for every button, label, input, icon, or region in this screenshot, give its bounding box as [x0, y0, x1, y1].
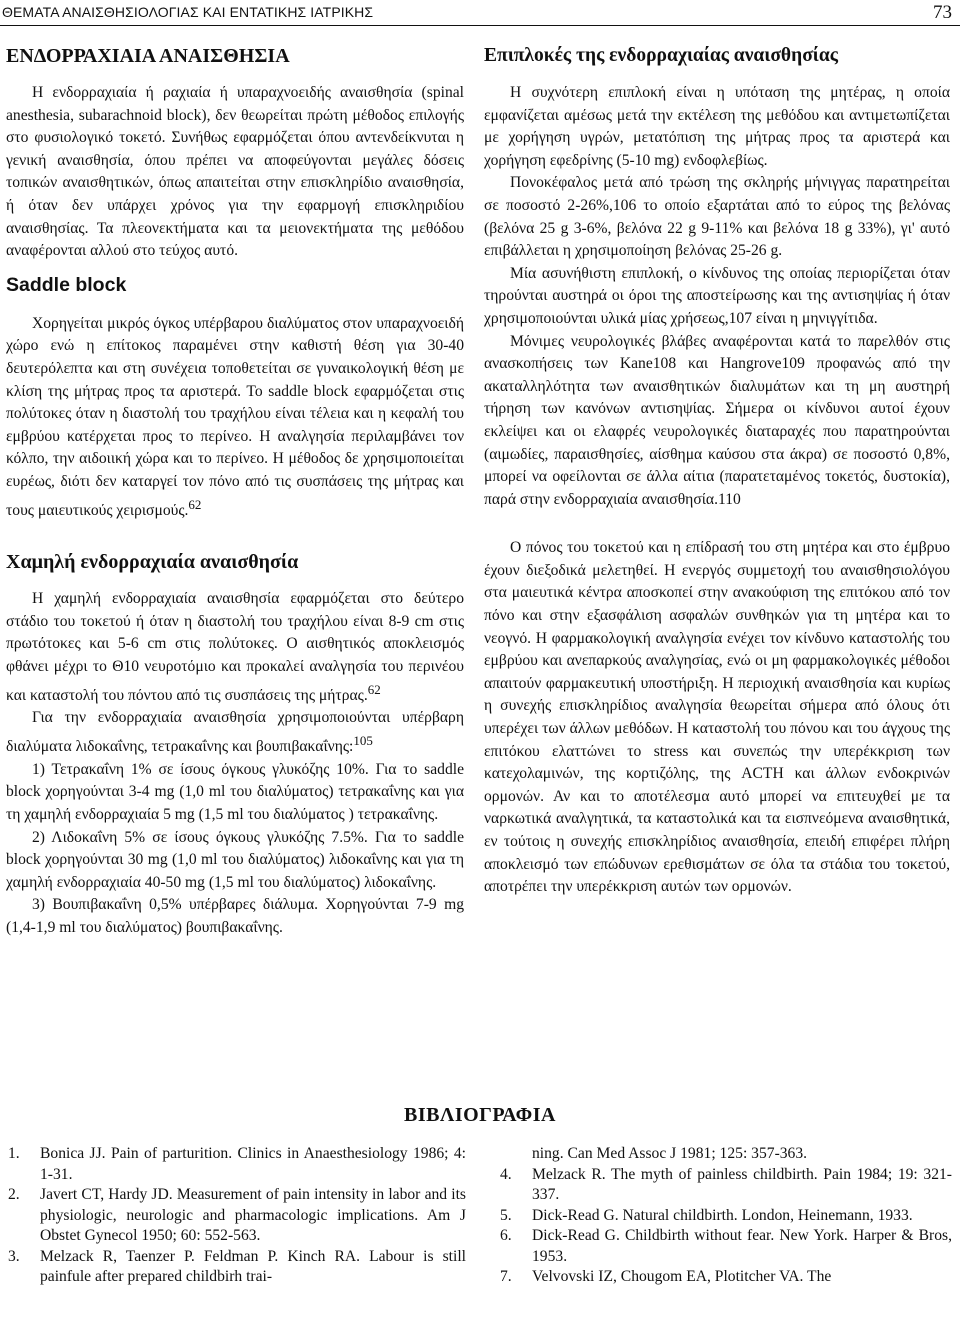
citation: 62 [367, 681, 381, 697]
list-item-bupivacaine: 3) Βουπιβακαΐνη 0,5% υπέρβαρες διάλυμα. Χορηγούνται 7-9 mg (1,4-1,9 ml του διαλύματος) βουπιβακαΐνης. [6, 896, 464, 936]
reference-item: 7. Velvovski IZ, Chougom EA, Plotitcher VA. The [500, 1268, 832, 1285]
reference-item-continued: ning. Can Med Assoc J 1981; 125: 357-363. [532, 1145, 808, 1162]
citation: 62 [188, 496, 202, 512]
journal-title: ΘΕΜΑΤΑ ΑΝΑΙΣΘΗΣΙΟΛΟΓΙΑΣ ΚΑΙ ΕΝΤΑΤΙΚΗΣ ΙΑΤΡΙΚΗΣ [2, 4, 374, 20]
right-column [484, 42, 950, 899]
section-title-low-spinal: Χαμηλή ενδορραχιαία αναισθησία [6, 551, 299, 574]
reference-item: 4. Melzack R. The myth of painless childbirth. Pain 1984; 19: 321-337. [500, 1165, 952, 1203]
reference-item: 3. Melzack R, Taenzer P. Feldman P. Kinch RA. Labour is still painfule after prepared childbirh trai- [8, 1247, 466, 1285]
paragraph-saddle-block: Χορηγείται μικρός όγκος υπέρβαρου διαλύματος στον υπαραχνοειδή χώρο ενώ η επίτοκος παραμένει στην καθιστή θέση για 30-40 δευτερόλεπτα και στη συνέχεια τοποθετείται σε γυναικολογική θέση με κλίση της μήτρας προς τα αριστερά. Το saddle block εφαρμόζεται στις πολύτοκες όταν η διαστολή του τραχήλου είναι τέλεια και η κεφαλή του εμβρύου κατέρχεται προς το περίνεο. Η αναλγησία περιλαμβάνει τον κόλπο, την αιδοιική χώρα και το περίνεο. Η μέθοδος δε χρησιμοποιείται ευρέως, διότι δεν καταργεί τον πόνο από τις συσπάσεις της μήτρας και τους μαιευτικούς χειρισμούς.$^{62}$ [6, 314, 464, 519]
paragraph-neurologic-damage: Μόνιμες νευρολογικές βλάβες αναφέρονται κατά το παρελθόν στις ανασκοπήσεις των Kane108 και Hangrove109 προφανώς από την ακαταλληλότητα των αναισθητικών διαλυμάτων και τη μη αυστηρή τήρηση των κανόνων αντισηψίας. Σήμερα οι κίνδυνοι αυτοί έχουν εκλείψει και οι ελαφρές νευρολογικές διαταραχές που παρατηρούνται (αιμωδίες, παραισθησίες, αίσθημα καύσου στα άκρα) σε ποσοστό 0,8%, μπορεί να οφείλονται σε άλλα αίτια (παρατεταμένος τοκετός, δυστοκία), παρά στην ενδορραχιαία αναισθησία.110 [484, 332, 950, 508]
section-title-saddle-block: Saddle block [6, 273, 127, 296]
list-item-tetracaine: 1) Τετρακαΐνη 1% σε ίσους όγκους γλυκόζης 10%. Για το saddle block χορηγούνται 3-4 mg (1,0 ml του διαλύματος) τετρακαΐνης και για τη χαμηλή ενδορραχιαία 5 mg (1,5 ml του διαλύματος ) τετρακαΐνης. [6, 760, 464, 823]
reference-item: 5. Dick-Read G. Natural childbirth. London, Heinemann, 1933. [500, 1206, 913, 1224]
paragraph-meningitis: Μία ασυνήθιστη επιπλοκή, ο κίνδυνος της οποίας περιορίζεται όταν τηρούνται αυστηρά οι όροι της αποστείρωσης και της αντισηψίας ή όταν χρησιμοποιούνται υλικά μίας χρήσεως,107 είναι η μηνιγγίτιδα. [484, 264, 950, 327]
section-title-spinal: ΕΝΔΟΡΡΑΧΙΑΙΑ ΑΝΑΙΣΘΗΣΙΑ [6, 45, 290, 67]
paragraph-hypotension: Η συχνότερη επιπλοκή είναι η υπόταση της μητέρας, η οποία εμφανίζεται αμέσως μετά την εκτέλεση της μεθόδου και αντιμετωπίζεται με χορήγηση υγρών, μετατόπιση της μήτρας προς τα αριστερά και χορήγηση εφεδρίνης (5-10 mg) ενδοφλεβίως. [484, 84, 950, 169]
list-item-lidocaine: 2) Λιδοκαΐνη 5% σε ίσους όγκους γλυκόζης 7.5%. Για το saddle block χορηγούνται 30 mg (1,0 ml του διαλύματος) λιδοκαΐνης και για τη χαμηλή ενδορραχιαία 40-50 mg (1,5 ml του διαλύματος) λιδοκαΐνης. [6, 828, 464, 891]
left-column [6, 42, 464, 940]
reference-item: 6. Dick-Read G. Childbirth without fear. New York. Harper & Bros, 1953. [500, 1227, 952, 1265]
reference-item: 2. Javert CT, Hardy JD. Measurement of pain intensity in labor and its physiologic, neurologic and pharmacologic implications. Am J Obstet Gynecol 1950; 60: 552-563. [8, 1186, 466, 1244]
bibliography-left [8, 1144, 466, 1288]
paragraph-solutions: Για την ενδορραχιαία αναισθησία χρησιμοποιούνται υπέρβαρη διαλύματα λιδοκαΐνης, τετρακαΐνης και βουπιβακαΐνης:$^{105}$ [6, 709, 464, 756]
paragraph-conclusion: Ο πόνος του τοκετού και η επίδρασή του στη μητέρα και στο έμβρυο έχουν διεξοδικά μελετηθεί. Η ενεργός συμμετοχή του αναισθησιολόγου στα μαιευτικά κέντρα αποσκοπεί στην ανακούφιση της επιτόκου από τον πόνο και στην εξασφάλιση ασφαλών συνθηκών για τη μητέρα και το νεογνό. Η φαρμακολογική αναλγησία ενέχει τον κίνδυνο καταστολής του εμβρύου και ανεπαρκούς αναλγησίας, ενώ οι μη φαρμακολογικές μέθοδοι απαιτούν φαρμακευτική υποστήριξη. Η περιοχική αναισθησία και κυρίως η συνεχής επισκληρίδιος αναλγησία θεωρείται σήμερα από όλους ότι υπερέχει των άλλων μεθόδων. Η καταστολή του πόνου και του άγχους της επιτόκου ελαττώνει το stress και συνεπώς την υπερέκκριση των κατεχολαμινών, της κορτιζόλης, της ACTH και άλλων ενδοκρινών ορμονών. Αν και το αποτέλεσμα αυτό μπορεί να επιτευχθεί με τα ναρκωτικά αναλγητικά, τα καταστολικά και τα εισπνεόμενα αναισθητικά, εν τούτοις η συνεχής επισκληρίδιος αναισθησία, επειδή επιφέρει πλήρη αποκλεισμό των επώδυνων ερεθισμάτων σε όλα τα στάδια του τοκετού, αποτρέπει την υπερέκκριση αυτών των ορμονών. [484, 539, 950, 896]
bibliography-right [500, 1144, 952, 1288]
paragraph-spinal-intro: Η ενδορραχιαία ή ραχιαία ή υπαραχνοειδής αναισθησία (spinal anesthesia, subarachnoid block), δεν θεωρείται πρώτη μέθοδος επιλογής στο φυσιολογικό τοκετό. Συνήθως εφαρμόζεται όπου αντενδείκνυται η γενική αναισθησία, όπου πρέπει να αποφεύγονται μεγάλες δόσεις τοπικών αναισθητικών, όπως απαιτείται στην επισκληρίδιο αναισθησία, ή όταν δεν υπάρχει χρόνος για την εφαρμογή επισκληριδίου αναισθησίας. Τα πλεονεκτήματα και τα μειονεκτήματα της μεθόδου αναφέρονται αλλού στο τεύχος αυτό. [6, 84, 464, 260]
page-number: 73 [933, 2, 952, 23]
section-title-complications: Επιπλοκές της ενδορραχιαίας αναισθησίας [484, 45, 838, 66]
citation: 105 [353, 733, 373, 749]
paragraph-low-spinal: Η χαμηλή ενδορραχιαία αναισθησία εφαρμόζεται στο δεύτερο στάδιο του τοκετού ή όταν η διαστολή του τραχήλου είναι 8-9 cm στις πρωτότοκες και 5-6 cm στις πολύτοκες. Ο αισθητικός αποκλεισμός φθάνει μέχρι το Θ10 νευροτόμιο και προκαλεί αναλγησία του περινέου και καταστολή του πόντου από τις συσπάσεις της μήτρας.$^{62}$ [6, 590, 464, 704]
paragraph-headache: Πονοκέφαλος μετά από τρώση της σκληρής μήνιγγας παρατηρείται σε ποσοστό 2-26%,106 το οποίο εξαρτάται από το εύρος της βελόνας (βελόνα 25 g 3-6%, βελόνα 22 g 9-11% και βελόνα 18 g 33%), γι' αυτό επιβάλλεται η χρησιμοποίηση βελόνας 25-26 g. [484, 174, 950, 260]
bibliography-title: ΒΙΒΛΙΟΓΡΑΦΙΑ [404, 1104, 556, 1126]
reference-item: 1. Bonica JJ. Pain of parturition. Clinics in Anaesthesiology 1986; 4: 1-31. [8, 1145, 466, 1183]
running-header [0, 2, 960, 26]
